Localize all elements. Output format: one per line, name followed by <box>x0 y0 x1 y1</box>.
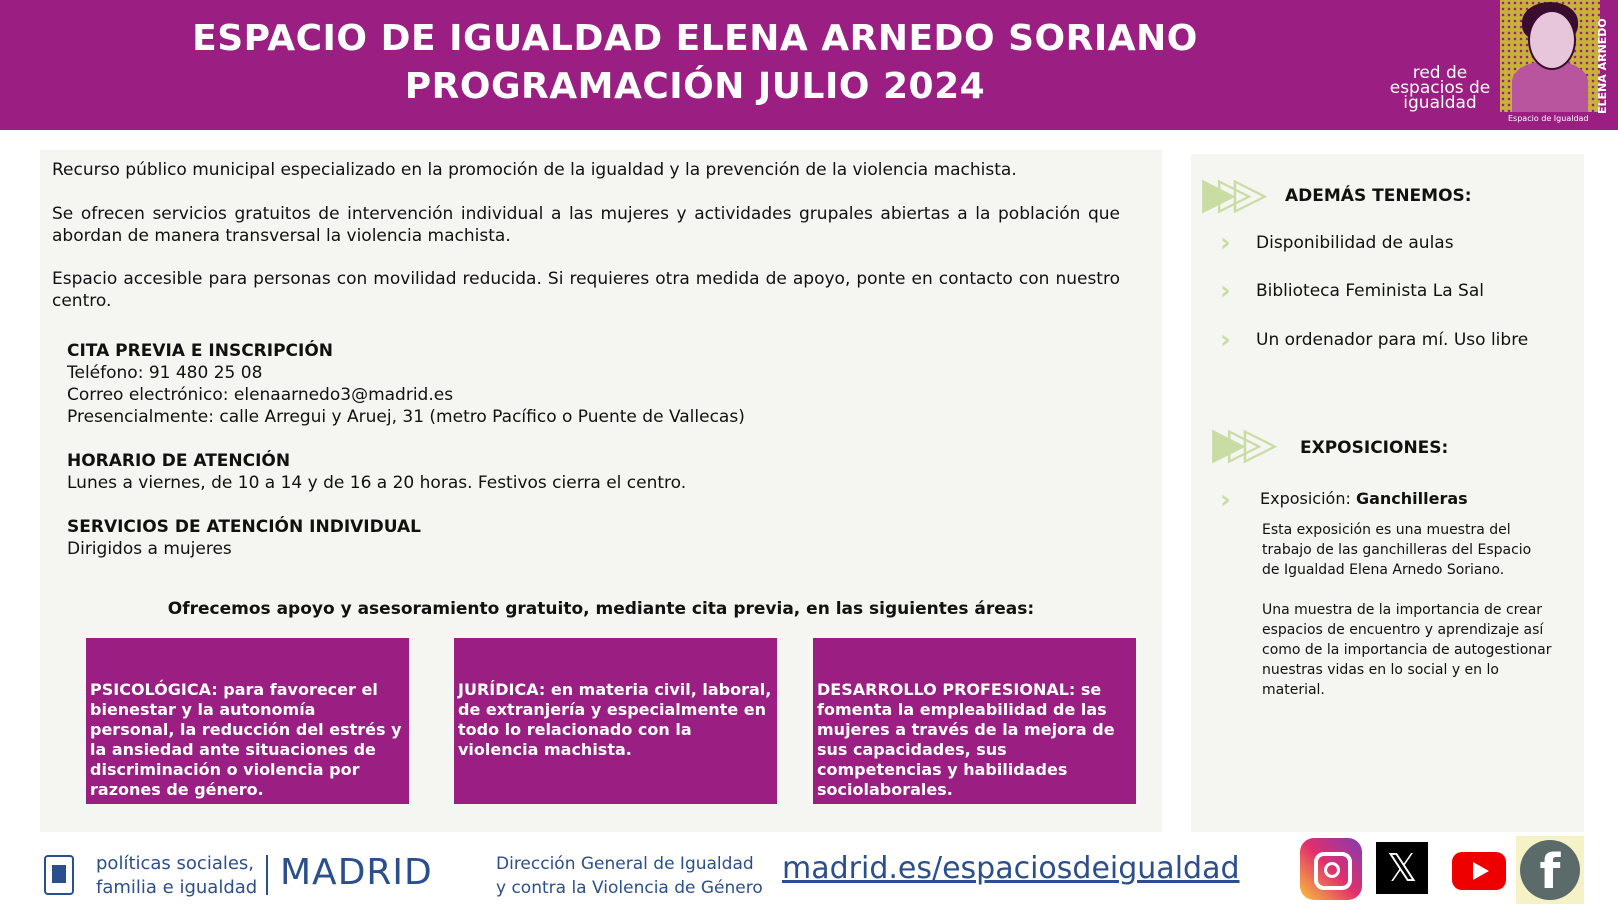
footer-divider <box>266 855 268 895</box>
exposiciones-title: EXPOSICIONES: <box>1300 438 1449 458</box>
direccion-general-text <box>496 852 763 900</box>
page-subtitle: PROGRAMACIÓN JULIO 2024 <box>404 66 986 107</box>
expo-description-1: Esta exposición es una muestra del trabajo de las ganchilleras del Espacio de Igualdad Elena Arnedo Soriano. <box>1262 522 1532 578</box>
intro-paragraph-1: Recurso público municipal especializado en la promoción de la igualdad y la prevención de la violencia machista. <box>52 160 1017 180</box>
horario-text: Lunes a viernes, de 10 a 14 y de 16 a 20 horas. Festivos cierra el centro. <box>67 473 687 493</box>
madrid-wordmark: MADRID <box>280 852 433 893</box>
ademas-item-biblioteca: Biblioteca Feminista La Sal <box>1256 281 1484 301</box>
politicas-sociales-logo <box>96 852 257 900</box>
cita-email: Correo electrónico: elenaarnedo3@madrid.es <box>67 385 454 405</box>
card-desarrollo-profesional: DESARROLLO PROFESIONAL: se fomenta la empleabilidad de las mujeres a través de la mejora de sus capacidades, sus competencias y habilidades sociolaborales. <box>813 638 1136 804</box>
cita-phone: Teléfono: 91 480 25 08 <box>67 363 263 383</box>
vertical-name-label: ELENA ARNEDO <box>1596 18 1609 114</box>
servicios-text: Dirigidos a mujeres <box>67 539 232 559</box>
red-espacios-logo: red de espacios de igualdad <box>1389 63 1491 113</box>
triple-arrow-icon: ▶▷▷ <box>1202 168 1250 219</box>
expo-heading <box>1260 489 1468 508</box>
ademas-title: ADEMÁS TENEMOS: <box>1285 186 1472 206</box>
website-link[interactable]: madrid.es/espaciosdeigualdad <box>782 851 1240 886</box>
servicios-title: SERVICIOS DE ATENCIÓN INDIVIDUAL <box>67 517 422 537</box>
intro-paragraph-3: Espacio accesible para personas con movilidad reducida. Si requieres otra medida de apoyo, ponte en contacto con nuestro centro. <box>52 269 1120 311</box>
pol-line-1: políticas sociales, <box>96 853 255 874</box>
dir-line-1: Dirección General de Igualdad <box>496 854 754 874</box>
portrait-caption: Espacio de Igualdad <box>1508 114 1589 123</box>
portrait-logo <box>1500 0 1600 112</box>
horario-title: HORARIO DE ATENCIÓN <box>67 451 291 471</box>
page-title: ESPACIO DE IGUALDAD ELENA ARNEDO SORIANO <box>192 18 1198 59</box>
ademas-item-ordenador: Un ordenador para mí. Uso libre <box>1256 330 1529 350</box>
cita-title: CITA PREVIA E INSCRIPCIÓN <box>67 341 334 361</box>
chevron-right-icon: › <box>1220 276 1231 306</box>
youtube-icon[interactable] <box>1452 852 1506 890</box>
expo-description-2: Una muestra de la importancia de crear espacios de encuentro y aprendizaje así como de la importancia de autogestionar nuestras vidas en lo social y en lo material. <box>1262 602 1552 698</box>
facebook-icon[interactable]: f <box>1516 836 1584 904</box>
offer-heading: Ofrecemos apoyo y asesoramiento gratuito, mediante cita previa, en las siguientes áreas: <box>167 599 1035 619</box>
madrid-crest-icon <box>44 855 74 895</box>
expo-label: Exposición: <box>1260 489 1356 508</box>
intro-paragraph-2: Se ofrecen servicios gratuitos de intervención individual a las mujeres y actividades grupales abiertas a la población que abordan de manera transversal la violencia machista. <box>52 204 1120 246</box>
x-twitter-icon[interactable]: 𝕏 <box>1376 842 1428 894</box>
chevron-right-icon: › <box>1220 325 1231 355</box>
cita-address: Presencialmente: calle Arregui y Aruej, 31 (metro Pacífico o Puente de Vallecas) <box>67 407 745 427</box>
chevron-right-icon: › <box>1220 228 1231 258</box>
dir-line-2: y contra la Violencia de Género <box>496 878 763 898</box>
ademas-item-aulas: Disponibilidad de aulas <box>1256 233 1454 253</box>
instagram-icon[interactable] <box>1300 838 1362 900</box>
header-banner <box>0 0 1618 130</box>
chevron-right-icon: › <box>1220 485 1231 515</box>
expo-name: Ganchilleras <box>1355 489 1468 508</box>
card-juridica: JURÍDICA: en materia civil, laboral, de extranjería y especialmente en todo lo relacionado con la violencia machista. <box>454 638 777 804</box>
triple-arrow-icon: ▶▷▷ <box>1212 418 1260 469</box>
pol-line-2: familia e igualdad <box>96 877 258 898</box>
card-psicologica: PSICOLÓGICA: para favorecer el bienestar y la autonomía personal, la reducción del estrés y la ansiedad ante situaciones de discriminación o violencia por razones de género. <box>86 638 409 804</box>
